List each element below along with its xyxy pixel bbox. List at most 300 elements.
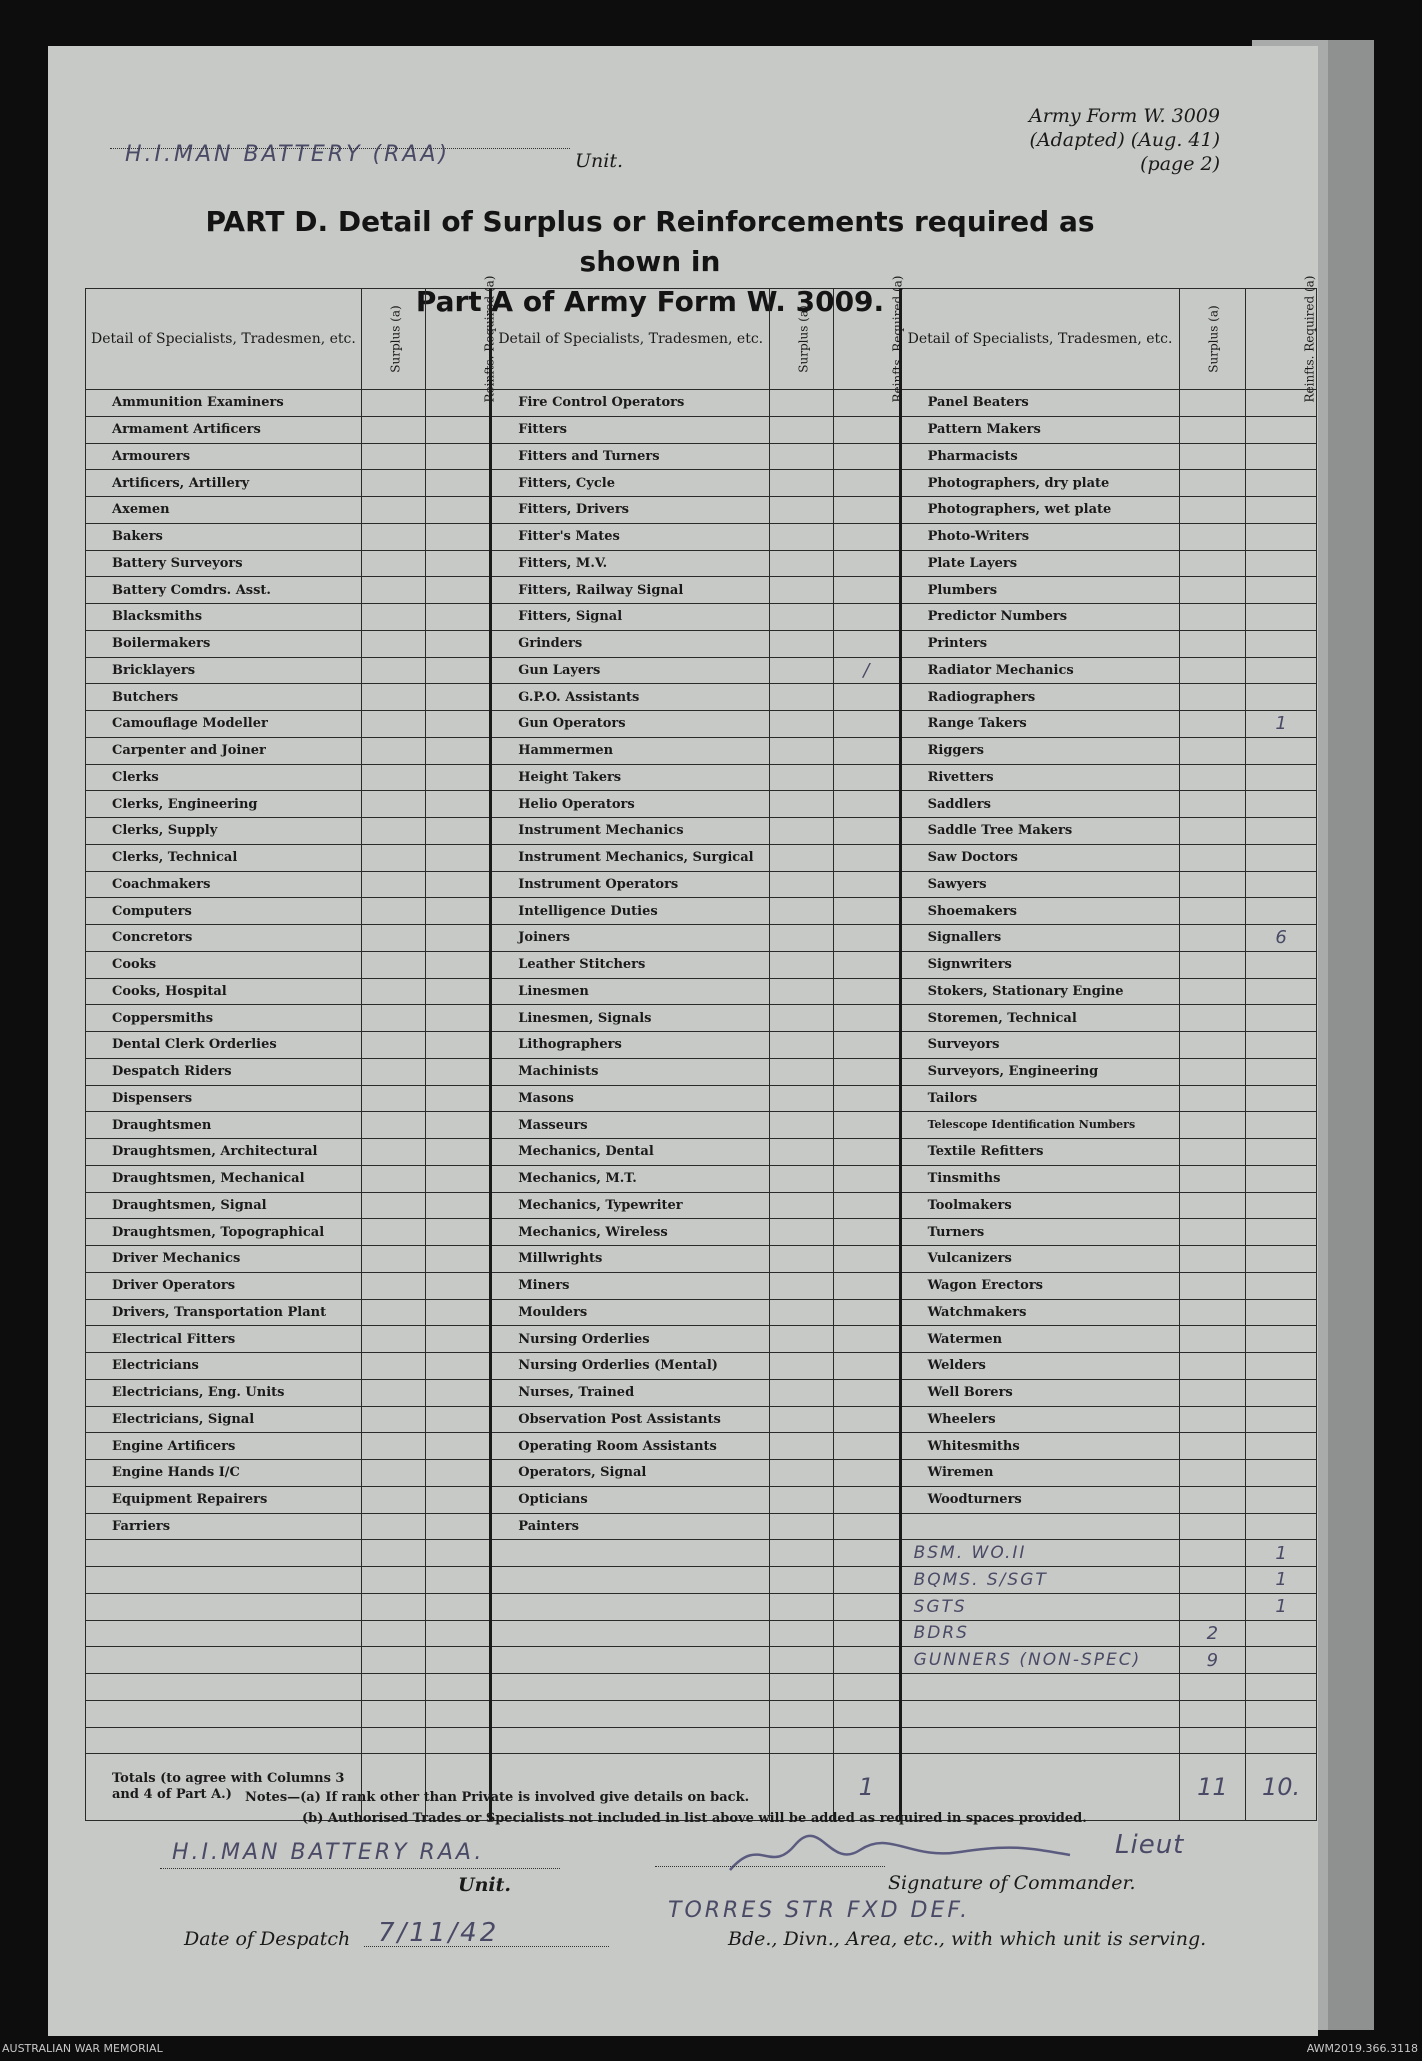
trade-col1: Equipment Repairers [86, 1486, 362, 1513]
trade-col3: Whitesmiths [900, 1433, 1179, 1460]
surplus-col2-cell [770, 871, 834, 898]
trade-col2 [491, 1540, 770, 1567]
trade-col3: Welders [900, 1353, 1179, 1380]
trade-col1: Cooks [86, 951, 362, 978]
trade-col1: Draughtsmen, Mechanical [86, 1165, 362, 1192]
unit-label: Unit. [575, 150, 624, 172]
surplus-col1-cell [361, 737, 425, 764]
trade-col2: Helio Operators [491, 791, 770, 818]
surplus-col3-cell: 2 [1179, 1620, 1246, 1647]
trade-col1: Camouflage Modeller [86, 711, 362, 738]
trade-col3: Wagon Erectors [900, 1272, 1179, 1299]
trade-col1: Dispensers [86, 1085, 362, 1112]
header-surplus-2 [770, 289, 834, 390]
surplus-col2-cell [770, 791, 834, 818]
header-detail-2: Detail of Specialists, Tradesmen, etc. [491, 289, 770, 390]
footer-unit-label: Unit. [458, 1874, 511, 1896]
trade-col2: Fitters, Railway Signal [491, 577, 770, 604]
surplus-col3-cell [1179, 1674, 1246, 1701]
trade-col1: Concretors [86, 925, 362, 952]
trade-col2: Operators, Signal [491, 1460, 770, 1487]
surplus-col1-cell [361, 791, 425, 818]
table-row [86, 1326, 1317, 1353]
reinfts-col1-cell [425, 1326, 491, 1353]
surplus-col2-cell [770, 925, 834, 952]
reinfts-col1-cell [425, 1246, 491, 1273]
surplus-col3-cell [1179, 1567, 1246, 1594]
surplus-col2-cell [770, 1272, 834, 1299]
surplus-col2-cell [770, 1727, 834, 1754]
trade-col3: Well Borers [900, 1379, 1179, 1406]
notes [245, 1787, 1087, 1829]
reinfts-col1-cell [425, 1540, 491, 1567]
trade-col2 [491, 1647, 770, 1674]
trade-col1: Draughtsmen, Topographical [86, 1219, 362, 1246]
trade-col1: Armament Artificers [86, 416, 362, 443]
note-b: (b) Authorised Trades or Specialists not included in list above will be added as required in spaces provided. [302, 1811, 1087, 1826]
reinfts-col3-cell [1246, 898, 1317, 925]
reinfts-col2-cell [833, 497, 900, 524]
trade-col3: Surveyors, Engineering [900, 1058, 1179, 1085]
surplus-col2-cell [770, 630, 834, 657]
trade-col1: Coachmakers [86, 871, 362, 898]
table-row [86, 925, 1317, 952]
trade-col3: Tailors [900, 1085, 1179, 1112]
surplus-col1-cell [361, 1246, 425, 1273]
table-row [86, 1005, 1317, 1032]
trade-col3: Telescope Identification Numbers [900, 1112, 1179, 1139]
reinfts-col1-cell [425, 443, 491, 470]
total-surplus-3: 11 [1179, 1754, 1246, 1821]
table-row [86, 443, 1317, 470]
surplus-col1-cell [361, 1005, 425, 1032]
reinfts-col3-cell [1246, 577, 1317, 604]
trade-col3: Panel Beaters [900, 390, 1179, 417]
surplus-col3-cell [1179, 1353, 1246, 1380]
reinfts-col3-cell [1246, 871, 1317, 898]
table-row [86, 1379, 1317, 1406]
signature-handwritten: Lieut [1115, 1830, 1185, 1860]
reinfts-col2-cell [833, 737, 900, 764]
blank-row [86, 1647, 1317, 1674]
table-row [86, 1139, 1317, 1166]
surplus-col3-cell [1179, 630, 1246, 657]
backing-sheet-shadow [1328, 40, 1374, 2030]
reinfts-col3-cell [1246, 1326, 1317, 1353]
reinfts-col2-cell [833, 951, 900, 978]
trade-col1 [86, 1727, 362, 1754]
header-reinfts-label: Reinfts. Required (a) [482, 275, 497, 403]
trade-col3 [900, 1513, 1179, 1540]
trade-col1: Coppersmiths [86, 1005, 362, 1032]
surplus-col1-cell [361, 898, 425, 925]
surplus-col1-cell [361, 1379, 425, 1406]
reinfts-col3-cell [1246, 1032, 1317, 1059]
surplus-col2-cell [770, 711, 834, 738]
reinfts-col3-cell [1246, 550, 1317, 577]
surplus-col1-cell [361, 390, 425, 417]
surplus-col3-cell [1179, 711, 1246, 738]
table-row [86, 630, 1317, 657]
trade-col2: Observation Post Assistants [491, 1406, 770, 1433]
trade-col1 [86, 1647, 362, 1674]
trade-col3: Predictor Numbers [900, 604, 1179, 631]
surplus-col2-cell [770, 657, 834, 684]
surplus-col2-cell [770, 1058, 834, 1085]
blank-row [86, 1540, 1317, 1567]
trade-col3: Range Takers [900, 711, 1179, 738]
surplus-col2-cell [770, 898, 834, 925]
surplus-col3-cell [1179, 818, 1246, 845]
trade-col1: Clerks, Supply [86, 818, 362, 845]
table-row [86, 390, 1317, 417]
table-row [86, 978, 1317, 1005]
table-row [86, 1165, 1317, 1192]
reinfts-col2-cell [833, 523, 900, 550]
trade-col1 [86, 1620, 362, 1647]
reinfts-col2-cell [833, 443, 900, 470]
title-line-2: Part A of Army Form W. 3009. [415, 285, 885, 318]
trade-col1: Boilermakers [86, 630, 362, 657]
surplus-col3-cell [1179, 1406, 1246, 1433]
reinfts-col1-cell [425, 1165, 491, 1192]
trade-col1 [86, 1674, 362, 1701]
reinfts-col1-cell [425, 470, 491, 497]
reinfts-col2-cell [833, 1246, 900, 1273]
reinfts-col1-cell [425, 1139, 491, 1166]
surplus-col3-cell [1179, 1139, 1246, 1166]
reinfts-col3-cell [1246, 657, 1317, 684]
reinfts-col2-cell [833, 1486, 900, 1513]
reinfts-col3-cell [1246, 1513, 1317, 1540]
reinfts-col2-cell [833, 925, 900, 952]
surplus-col3-cell [1179, 1593, 1246, 1620]
surplus-col2-cell [770, 844, 834, 871]
surplus-col2-cell [770, 684, 834, 711]
surplus-col3-cell [1179, 1460, 1246, 1487]
trade-col3: Saw Doctors [900, 844, 1179, 871]
surplus-col1-cell [361, 1085, 425, 1112]
reinfts-col2-cell [833, 711, 900, 738]
surplus-col3-cell [1179, 978, 1246, 1005]
reinfts-col2-cell [833, 1700, 900, 1727]
trade-col1: Draughtsmen [86, 1112, 362, 1139]
reinfts-col3-cell [1246, 1727, 1317, 1754]
reinfts-col2-cell [833, 1219, 900, 1246]
trade-col3: Watchmakers [900, 1299, 1179, 1326]
surplus-col2-cell [770, 604, 834, 631]
trade-col1: Draughtsmen, Signal [86, 1192, 362, 1219]
trade-col2: Moulders [491, 1299, 770, 1326]
surplus-col1-cell [361, 1219, 425, 1246]
trade-col2: Fitters, Signal [491, 604, 770, 631]
table-row [86, 497, 1317, 524]
surplus-col2-cell [770, 1219, 834, 1246]
surplus-col3-cell [1179, 737, 1246, 764]
surplus-col2-cell [770, 1674, 834, 1701]
unit-handwritten: H.I.MAN BATTERY (RAA) [125, 142, 451, 167]
surplus-col3-cell [1179, 1005, 1246, 1032]
reinfts-col1-cell [425, 523, 491, 550]
header-surplus-1 [361, 289, 425, 390]
trade-col1: Driver Mechanics [86, 1246, 362, 1273]
reinfts-col3-cell [1246, 1647, 1317, 1674]
reinfts-col3-cell [1246, 1460, 1317, 1487]
reinfts-col2-cell [833, 630, 900, 657]
table-row [86, 1192, 1317, 1219]
table-row [86, 1513, 1317, 1540]
surplus-col2-cell [770, 497, 834, 524]
table-row [86, 604, 1317, 631]
reinfts-col1-cell [425, 1379, 491, 1406]
reinfts-col3-cell [1246, 791, 1317, 818]
form-ref-line-3: (page 2) [1140, 153, 1220, 175]
surplus-col1-cell [361, 1540, 425, 1567]
reinfts-col2-cell [833, 1433, 900, 1460]
trade-col1: Farriers [86, 1513, 362, 1540]
handwritten-trade [900, 1700, 1179, 1727]
trade-col3: Watermen [900, 1326, 1179, 1353]
reinfts-col3-cell [1246, 1700, 1317, 1727]
reinfts-col3-cell [1246, 737, 1317, 764]
blank-row [86, 1700, 1317, 1727]
reinfts-col2-cell [833, 1379, 900, 1406]
trade-col3: Woodturners [900, 1486, 1179, 1513]
reinfts-col3-cell [1246, 1058, 1317, 1085]
trade-col2: Operating Room Assistants [491, 1433, 770, 1460]
trade-col1: Electricians [86, 1353, 362, 1380]
surplus-col2-cell [770, 1192, 834, 1219]
reinfts-col1-cell [425, 951, 491, 978]
footer-unit-handwritten: H.I.MAN BATTERY RAA. [172, 1840, 485, 1865]
handwritten-trade: SGTS [900, 1593, 1179, 1620]
reinfts-col3-cell: 1 [1246, 1567, 1317, 1594]
date-line [364, 1946, 609, 1947]
surplus-col1-cell [361, 818, 425, 845]
trade-col2: Mechanics, M.T. [491, 1165, 770, 1192]
surplus-col1-cell [361, 1513, 425, 1540]
reinfts-col3-cell: 1 [1246, 711, 1317, 738]
trade-col2: Nurses, Trained [491, 1379, 770, 1406]
surplus-col2-cell [770, 1085, 834, 1112]
surplus-col3-cell [1179, 390, 1246, 417]
date-handwritten: 7/11/42 [378, 1918, 500, 1948]
reinfts-col3-cell [1246, 1272, 1317, 1299]
reinfts-col3-cell [1246, 523, 1317, 550]
reinfts-col1-cell [425, 1433, 491, 1460]
trade-col3: Plumbers [900, 577, 1179, 604]
trade-col1: Computers [86, 898, 362, 925]
reinfts-col1-cell [425, 390, 491, 417]
reinfts-col1-cell [425, 657, 491, 684]
trade-col1 [86, 1540, 362, 1567]
reinfts-col2-cell [833, 1085, 900, 1112]
table-row [86, 1299, 1317, 1326]
specialists-table [85, 275, 1317, 1821]
reinfts-col3-cell [1246, 978, 1317, 1005]
reinfts-col1-cell [425, 1085, 491, 1112]
reinfts-col1-cell [425, 1299, 491, 1326]
reinfts-col2-cell [833, 1112, 900, 1139]
surplus-col3-cell [1179, 1700, 1246, 1727]
header-detail-3: Detail of Specialists, Tradesmen, etc. [900, 289, 1179, 390]
surplus-col1-cell [361, 1192, 425, 1219]
trade-col1: Axemen [86, 497, 362, 524]
trade-col1: Dental Clerk Orderlies [86, 1032, 362, 1059]
trade-col2: Fitters [491, 416, 770, 443]
trade-col1: Battery Surveyors [86, 550, 362, 577]
surplus-col3-cell [1179, 1379, 1246, 1406]
surplus-col2-cell [770, 1165, 834, 1192]
surplus-col1-cell [361, 470, 425, 497]
reinfts-col3-cell: 1 [1246, 1593, 1317, 1620]
surplus-col2-cell [770, 1246, 834, 1273]
note-a: Notes—(a) If rank other than Private is involved give details on back. [245, 1790, 750, 1805]
surplus-col3-cell [1179, 1540, 1246, 1567]
reinfts-col2-cell [833, 1513, 900, 1540]
table-row [86, 1085, 1317, 1112]
trade-col3: Radiator Mechanics [900, 657, 1179, 684]
table-row [86, 684, 1317, 711]
trade-col2: Intelligence Duties [491, 898, 770, 925]
reinfts-col3-cell: 1 [1246, 1540, 1317, 1567]
handwritten-trade: GUNNERS (NON-SPEC) [900, 1647, 1179, 1674]
surplus-col1-cell [361, 497, 425, 524]
table-row [86, 711, 1317, 738]
blank-row [86, 1567, 1317, 1594]
surplus-col2-cell [770, 978, 834, 1005]
trade-col1: Bakers [86, 523, 362, 550]
reinfts-col3-cell [1246, 951, 1317, 978]
reinfts-col3-cell [1246, 630, 1317, 657]
trade-col2: Leather Stitchers [491, 951, 770, 978]
reinfts-col1-cell [425, 1192, 491, 1219]
trade-col2: Height Takers [491, 764, 770, 791]
reinfts-col1-cell [425, 1647, 491, 1674]
trade-col1: Clerks, Technical [86, 844, 362, 871]
surplus-col3-cell [1179, 1272, 1246, 1299]
reinfts-col1-cell [425, 1005, 491, 1032]
surplus-col1-cell [361, 1620, 425, 1647]
reinfts-col2-cell [833, 1406, 900, 1433]
reinfts-col1-cell [425, 1460, 491, 1487]
surplus-col2-cell [770, 1433, 834, 1460]
signature-label: Signature of Commander. [888, 1872, 1136, 1894]
surplus-col3-cell [1179, 844, 1246, 871]
trade-col1: Butchers [86, 684, 362, 711]
reinfts-col2-cell [833, 898, 900, 925]
totals-label: Totals (to agree with Columns 3 and 4 of Part A.) [86, 1754, 362, 1821]
reinfts-col3-cell [1246, 1433, 1317, 1460]
surplus-col1-cell [361, 1647, 425, 1674]
reinfts-col1-cell [425, 737, 491, 764]
surplus-col3-cell [1179, 416, 1246, 443]
trade-col3: Pharmacists [900, 443, 1179, 470]
reinfts-col3-cell [1246, 1246, 1317, 1273]
table-row [86, 1460, 1317, 1487]
surplus-col1-cell [361, 1700, 425, 1727]
reinfts-col2-cell [833, 577, 900, 604]
blank-row [86, 1593, 1317, 1620]
surplus-col1-cell [361, 871, 425, 898]
trade-col3: Photo-Writers [900, 523, 1179, 550]
trade-col1: Battery Comdrs. Asst. [86, 577, 362, 604]
unit-line [110, 148, 570, 149]
reinfts-col1-cell [425, 497, 491, 524]
trade-col1: Armourers [86, 443, 362, 470]
header-surplus-label: Surplus (a) [388, 305, 403, 373]
trade-col2 [491, 1700, 770, 1727]
reinfts-col3-cell [1246, 764, 1317, 791]
reinfts-col3-cell [1246, 1620, 1317, 1647]
surplus-col1-cell [361, 1674, 425, 1701]
surplus-col1-cell [361, 951, 425, 978]
surplus-col1-cell [361, 577, 425, 604]
surplus-col1-cell [361, 1299, 425, 1326]
surplus-col1-cell [361, 1326, 425, 1353]
reinfts-col1-cell [425, 818, 491, 845]
surplus-col1-cell [361, 604, 425, 631]
trade-col2: Fire Control Operators [491, 390, 770, 417]
trade-col2: Grinders [491, 630, 770, 657]
surplus-col2-cell [770, 1112, 834, 1139]
trade-col1 [86, 1700, 362, 1727]
table-row [86, 657, 1317, 684]
surplus-col1-cell [361, 1139, 425, 1166]
reinfts-col1-cell [425, 1353, 491, 1380]
surplus-col2-cell [770, 1139, 834, 1166]
surplus-col2-cell [770, 764, 834, 791]
trade-col1: Electricians, Signal [86, 1406, 362, 1433]
surplus-col1-cell [361, 630, 425, 657]
trade-col2: Fitters, Cycle [491, 470, 770, 497]
trade-col2 [491, 1620, 770, 1647]
surplus-col3-cell [1179, 577, 1246, 604]
reinfts-col2-cell [833, 1005, 900, 1032]
surplus-col1-cell [361, 1272, 425, 1299]
surplus-col3-cell [1179, 1085, 1246, 1112]
area-label: Bde., Divn., Area, etc., with which unit is serving. [728, 1928, 1207, 1950]
reinfts-col2-cell [833, 978, 900, 1005]
trade-col3: Storemen, Technical [900, 1005, 1179, 1032]
surplus-col3-cell [1179, 791, 1246, 818]
surplus-col1-cell [361, 416, 425, 443]
reinfts-col1-cell [425, 577, 491, 604]
trade-col1: Driver Operators [86, 1272, 362, 1299]
footer-unit-line [160, 1868, 560, 1869]
surplus-col3-cell [1179, 1727, 1246, 1754]
surplus-col1-cell [361, 844, 425, 871]
reinfts-col2-cell [833, 1058, 900, 1085]
surplus-col2-cell [770, 443, 834, 470]
trade-col3: Textile Refitters [900, 1139, 1179, 1166]
table-header-row [86, 289, 1317, 390]
trade-col3: Riggers [900, 737, 1179, 764]
surplus-col1-cell [361, 1727, 425, 1754]
header-reinfts-label: Reinfts. Required (a) [1302, 275, 1317, 403]
surplus-col3-cell [1179, 1486, 1246, 1513]
trade-col1 [86, 1567, 362, 1594]
surplus-col1-cell [361, 764, 425, 791]
surplus-col3-cell [1179, 951, 1246, 978]
trade-col2: Machinists [491, 1058, 770, 1085]
trade-col3: Plate Layers [900, 550, 1179, 577]
surplus-col3-cell [1179, 550, 1246, 577]
surplus-col1-cell [361, 978, 425, 1005]
surplus-col3-cell [1179, 1433, 1246, 1460]
surplus-col3-cell [1179, 1032, 1246, 1059]
surplus-col3-cell [1179, 1192, 1246, 1219]
